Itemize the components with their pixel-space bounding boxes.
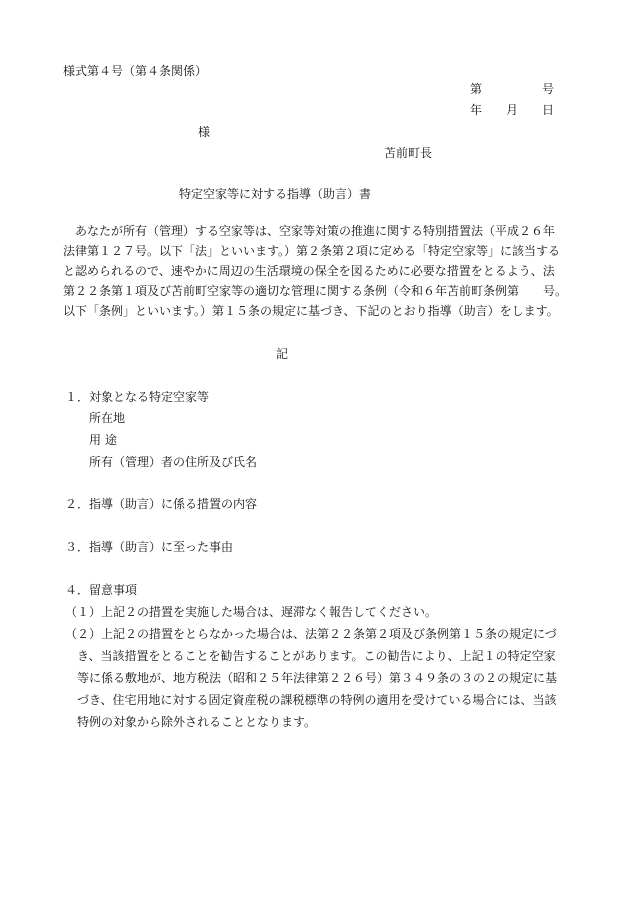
body-paragraph (63, 221, 583, 321)
doc-number-go: 号 (542, 82, 555, 96)
section4-note1: （１）上記２の措置を実施した場合は、遅滞なく報告してください。 (65, 605, 438, 619)
date-month: 月 (506, 103, 519, 117)
section1-heading: １．対象となる特定空家等 (65, 390, 210, 404)
body-line: 第２２条第１項及び苫前町空家等の適切な管理に関する条例（令和６年苫前町条例第 号。 (63, 284, 568, 298)
section4-note2-line: 特例の対象から除外されることとなります。 (77, 715, 317, 729)
section1-item-owner: 所有（管理）者の住所及び氏名 (89, 455, 258, 469)
form-label: 様式第４号（第４条関係） (63, 64, 208, 78)
section2-heading: ２．指導（助言）に係る措置の内容 (65, 497, 258, 511)
section4-note2-line: （２）上記２の措置をとらなかった場合は、法第２２条第２項及び条例第１５条の規定にづ (65, 627, 557, 641)
section1-item-location: 所在地 (89, 411, 126, 425)
date-day: 日 (542, 103, 555, 117)
body-line: 以下「条例」といいます。）第１５条の規定に基づき、下記のとおり指導（助言）をします。 (63, 304, 559, 318)
document-title: 特定空家等に対する指導（助言）書 (179, 187, 372, 201)
body-line: あなたが所有（管理）する空家等は、空家等対策の推進に関する特別措置法（平成２６年 (63, 224, 556, 238)
section4-note2-line: き、当該措置をとることを勧告することがあります。この勧告により、上記１の特定空家 (77, 649, 556, 663)
section1-item-usage: 用 途 (89, 433, 117, 447)
addressee-suffix: 様 (198, 125, 211, 139)
doc-number-dai: 第 (470, 82, 483, 96)
section4-note2-line: づき、住宅用地に対する固定資産税の課税標準の特例の適用を受けている場合には、当該 (77, 693, 557, 707)
section3-heading: ３．指導（助言）に至った事由 (65, 540, 234, 554)
issuer: 苫前町長 (384, 146, 433, 160)
ki-heading: 記 (276, 347, 289, 361)
section4-heading: ４．留意事項 (65, 583, 138, 597)
date-year: 年 (470, 103, 483, 117)
body-line: 法律第１２７号。以下「法」といいます。）第２条第２項に定める「特定空家等」に該当する (63, 244, 561, 258)
body-line: と認められるので、速やかに周辺の生活環境の保全を図るために必要な措置をとるよう、法 (63, 264, 555, 278)
section4-note2-line: 等に係る敷地が、地方税法（昭和２５年法律第２２６号）第３４９条の３の２の規定に基 (77, 671, 558, 685)
